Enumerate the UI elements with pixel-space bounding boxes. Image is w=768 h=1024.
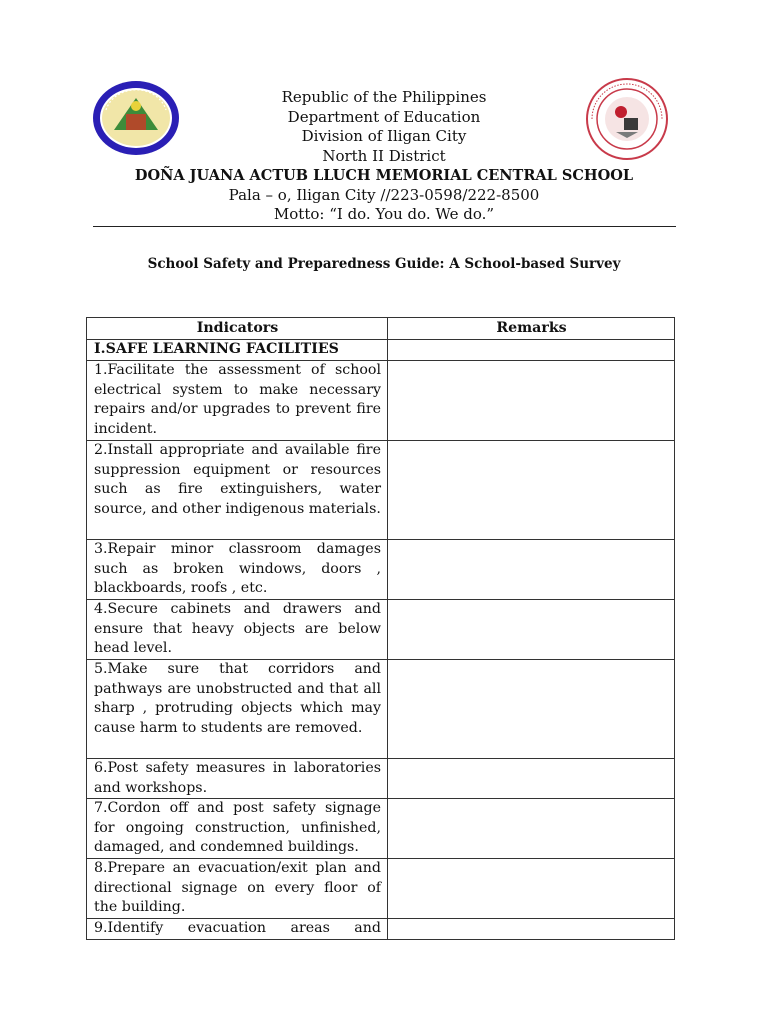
indicator-cell: 1.Facilitate the assessment of school electrical system to make necessary repairs and/or upgrades to prevent fire incident. <box>87 361 388 441</box>
remarks-cell[interactable] <box>388 340 675 361</box>
section-row <box>87 340 675 361</box>
remarks-cell[interactable] <box>388 600 675 660</box>
letterhead <box>0 88 768 225</box>
motto-line: Motto: “I do. You do. We do.” <box>273 205 495 223</box>
remarks-cell[interactable] <box>388 859 675 919</box>
table-header-row <box>87 318 675 340</box>
survey-table <box>86 317 675 940</box>
department-line: Department of Education <box>287 107 481 126</box>
indicator-cell: 5.Make sure that corridors and pathways are unobstructed and that all sharp , protruding objects which may cause harm to students are removed. <box>87 660 388 759</box>
indicator-cell: 2.Install appropriate and available fire suppression equipment or resources such as fire extinguishers, water source, and other indigenous materials. <box>87 441 388 540</box>
indicator-cell: 9.Identify evacuation areas and <box>87 919 388 940</box>
table-row <box>87 859 675 919</box>
remarks-cell[interactable] <box>388 799 675 859</box>
indicators-header: Indicators <box>87 318 388 340</box>
division-line: Division of Iligan City <box>301 127 467 145</box>
remarks-cell[interactable] <box>388 660 675 759</box>
table-row <box>87 600 675 660</box>
table-row <box>87 441 675 540</box>
table-row <box>87 799 675 859</box>
table-row <box>87 540 675 600</box>
remarks-header: Remarks <box>388 318 675 340</box>
indicator-cell: 7.Cordon off and post safety signage for ongoing construction, unfinished, damaged, and condemned buildings. <box>87 799 388 859</box>
table-row <box>87 660 675 759</box>
indicator-cell: 3.Repair minor classroom damages such as broken windows, doors , blackboards, roofs , etc. <box>87 540 388 600</box>
document-title: School Safety and Preparedness Guide: A School-based Survey <box>147 256 621 272</box>
table-row <box>87 759 675 799</box>
district-line: North II District <box>322 146 446 165</box>
address-line: Pala – o, Iligan City //223-0598/222-8500 <box>228 185 540 204</box>
indicator-cell: 8.Prepare an evacuation/exit plan and directional signage on every floor of the building. <box>87 859 388 919</box>
school-name: DOÑA JUANA ACTUB LLUCH MEMORIAL CENTRAL SCHOOL <box>134 167 634 184</box>
table-row <box>87 361 675 441</box>
remarks-cell[interactable] <box>388 759 675 799</box>
table-row <box>87 919 675 940</box>
header-divider <box>93 226 676 227</box>
indicator-cell: 6.Post safety measures in laboratories and workshops. <box>87 759 388 799</box>
republic-line: Republic of the Philippines <box>281 88 487 106</box>
remarks-cell[interactable] <box>388 919 675 940</box>
indicator-cell: 4.Secure cabinets and drawers and ensure that heavy objects are below head level. <box>87 600 388 660</box>
remarks-cell[interactable] <box>388 361 675 441</box>
section-title: I.SAFE LEARNING FACILITIES <box>87 340 388 361</box>
remarks-cell[interactable] <box>388 540 675 600</box>
remarks-cell[interactable] <box>388 441 675 540</box>
